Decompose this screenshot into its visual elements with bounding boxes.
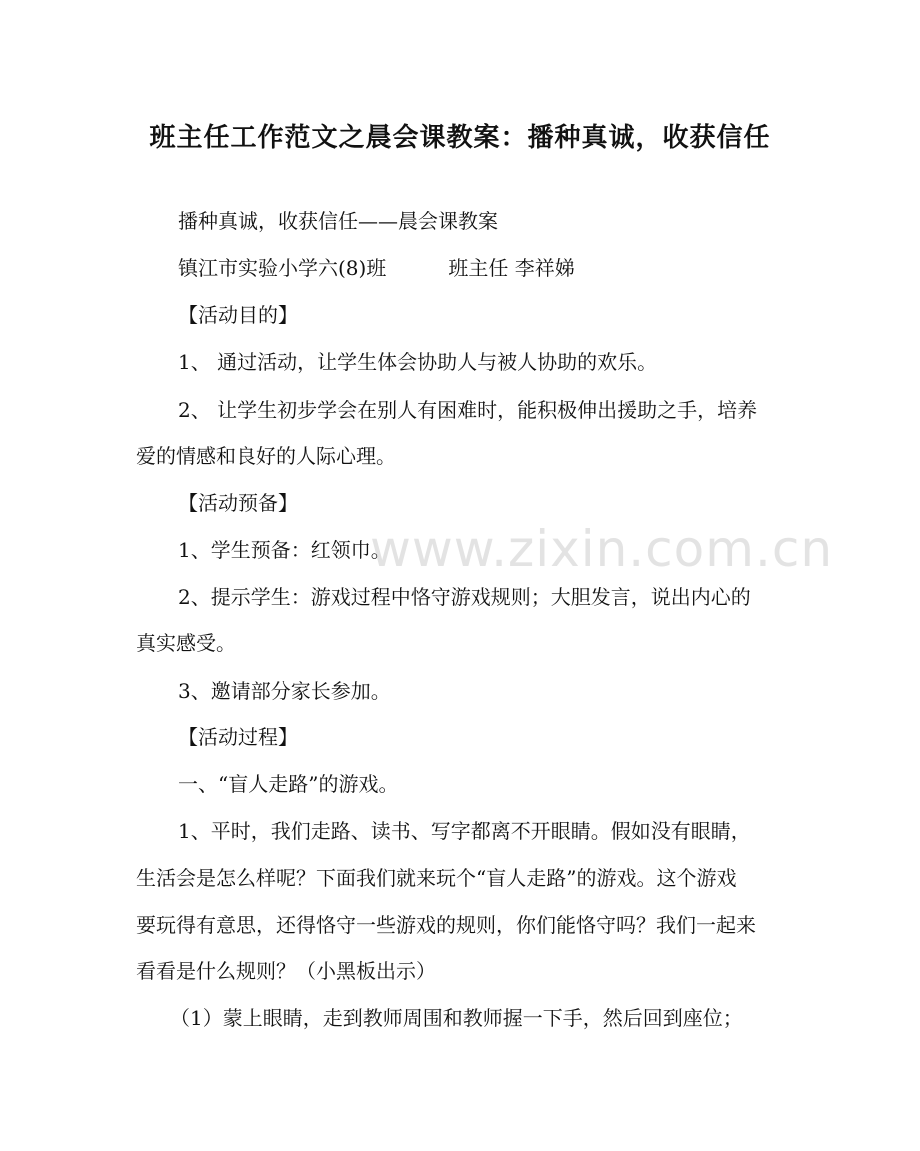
author-line <box>178 253 575 283</box>
subtitle: 播种真诚，收获信任——晨会课教案 <box>178 209 498 233</box>
prep-item-2-line-2: 真实感受。 <box>136 631 236 655</box>
prep-item-1: 1、学生预备：红领巾。 <box>178 538 391 562</box>
section-heading-prep: 【活动预备】 <box>178 491 298 515</box>
goal-item-2-line-1: 2、 让学生初步学会在别人有困难时，能积极伸出援助之手，培养 <box>178 398 758 422</box>
goal-item-2-line-2: 爱的情感和良好的人际心理。 <box>136 444 396 468</box>
prep-item-3: 3、邀请部分家长参加。 <box>178 679 391 703</box>
document-title: 班主任工作范文之晨会课教案：播种真诚，收获信任 <box>149 123 771 153</box>
watermark: www.zixin.com.cn <box>370 520 834 578</box>
prep-item-2-line-1: 2、提示学生：游戏过程中恪守游戏规则；大胆发言，说出内心的 <box>178 585 751 609</box>
school-name: 镇江市实验小学六(8)班 <box>178 256 387 280</box>
process-item-1-line-1: 1、平时，我们走路、读书、写字都离不开眼睛。假如没有眼睛， <box>178 819 751 843</box>
goal-item-1: 1、 通过活动，让学生体会协助人与被人协助的欢乐。 <box>178 350 658 374</box>
rule-item-1: （1）蒙上眼睛，走到教师周围和教师握一下手，然后回到座位； <box>170 1006 743 1030</box>
process-item-1-line-2: 生活会是怎么样呢？下面我们就来玩个“盲人走路”的游戏。这个游戏 <box>136 866 737 890</box>
process-item-1-line-4: 看看是什么规则？（小黑板出示） <box>136 959 436 983</box>
process-part-1: 一、“盲人走路”的游戏。 <box>178 772 399 796</box>
teacher-name: 班主任 李祥娣 <box>448 256 575 280</box>
section-heading-goals: 【活动目的】 <box>178 303 298 327</box>
section-heading-process: 【活动过程】 <box>178 725 298 749</box>
process-item-1-line-3: 要玩得有意思，还得恪守一些游戏的规则，你们能恪守吗？我们一起来 <box>136 913 756 937</box>
